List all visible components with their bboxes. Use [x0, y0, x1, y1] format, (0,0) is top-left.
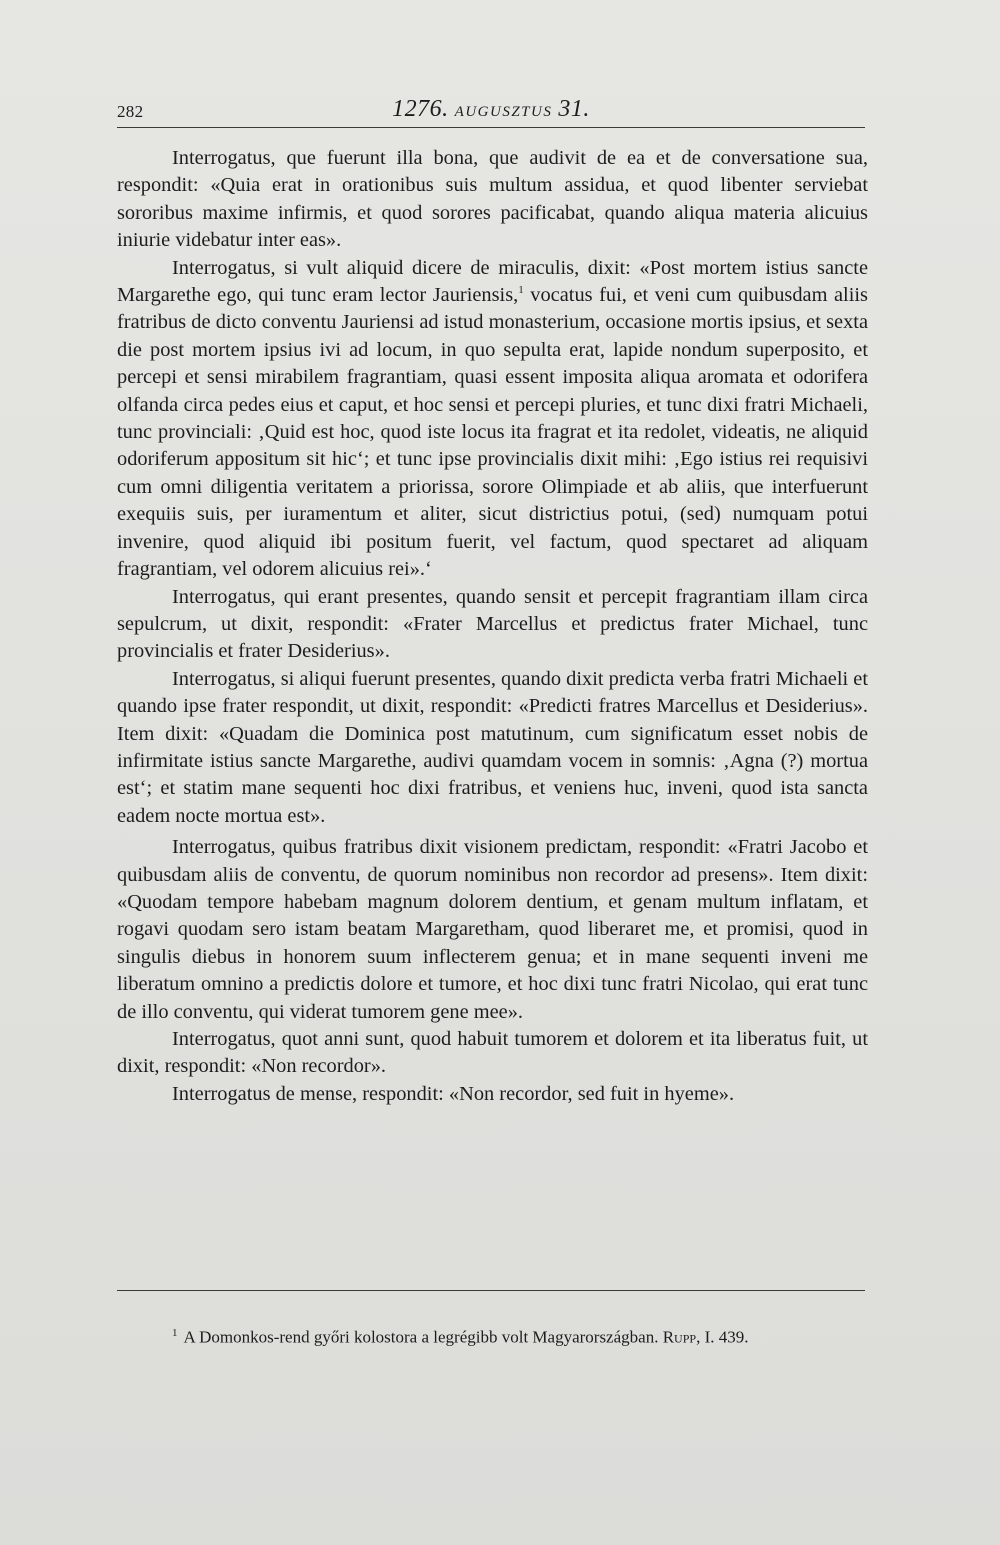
paragraph-text: Interrogatus, si vult aliquid dicere de miraculis, dixit: «Post mortem istius sancte Margarethe ego, qui tunc eram lector Jauriensis, [117, 256, 868, 307]
paragraph: Interrogatus, si aliqui fuerunt presentes, quando dixit predicta verba fratri Michaeli et quando ipse frater respondit, ut dixit, respondit: «Predicti fratres Marcellus et Desiderius». Item dixit: «Quadam die Dominica post matutinum, cum significatum esset nobis de infirmitate istius sancte Margarethe, audivi quamdam vocem in somnis: ‚Agna (?) mortua est‘; et statim mane sequenti hoc dixi fratribus, et veniens huc, inveni, quod ista sancta eadem nocte mortua est». [117, 667, 868, 827]
page-number: 282 [117, 102, 144, 121]
paragraph-text: vocatus fui, et veni cum quibusdam aliis fratribus de dicto conventu Jauriensi ad istud monasterium, occasione mortis ipsius, et sexta die post mortem ipsius ivi ad locum, in quo sepulta erat, lapide nondum superposito, et percepi et sensi mirabilem fragrantiam, quasi essent imposita aliqua aromata et odorifera olfanda circa pedes eius et caput, et hoc sensi et percepi pluries, et tunc dixi fratri Michaeli, tunc provinciali: ‚Quid est hoc, quod iste locus ita fragrat et ita redolet, videatis, ne aliquid odoriferum appositum sit hic‘; et tunc ipse provincialis dixit mihi: ‚Ego istius rei requisivi cum omni diligentia veritatem a priorissa, sorore Olimpiade et ab aliis, que interfuerunt exequiis suis, per iuramentum et aliter, sicut districtius potui, (sed) numquam potui invenire, quod aliquid ibi positum fuerit, vel factum, quod spectaret ad aliquam fragrantiam, vel odorem alicuius rei».‘ [117, 284, 868, 581]
paragraph: Interrogatus, quot anni sunt, quod habuit tumorem et dolorem et ita liberatus fuit, ut dixit, respondit: «Non recordor». [117, 1028, 868, 1078]
main-text [117, 145, 868, 1108]
footnote-rule [117, 1290, 865, 1291]
footnote-reference: 1 [518, 284, 524, 297]
footnote-ref: , I. 439. [696, 1327, 749, 1347]
title-month: AUGUSZTUS [454, 104, 553, 120]
footnote-mark: 1 [172, 1327, 178, 1339]
running-header [117, 96, 865, 128]
footnote-text: A Domonkos-rend győri kolostora a legrégibb volt Magyarországban. [183, 1327, 659, 1347]
title-year: 1276. [392, 96, 449, 122]
header-rule [117, 127, 865, 128]
title-day: 31. [558, 96, 590, 122]
running-title [117, 96, 865, 123]
paragraph [117, 255, 868, 584]
paragraph: Interrogatus de mense, respondit: «Non recordor, sed fuit in hyeme». [172, 1082, 735, 1105]
paragraph: Interrogatus, qui erant presentes, quando sensit et percepit fragrantiam illam circa sepulcrum, ut dixit, respondit: «Frater Marcellus et predictus frater Michael, tunc provincialis et frater Desiderius». [117, 585, 868, 663]
footnote [172, 1322, 872, 1349]
footnote-author: Rupp [662, 1327, 697, 1347]
paragraph: Interrogatus, quibus fratribus dixit visionem predictam, respondit: «Fratri Jacobo et quibusdam aliis de conventu, de quorum nominibus non recordor ad presens». Item dixit: «Quodam tempore habebam magnum dolorem dentium, et genam multum inflatam, et rogavi quodam sero istam beatam Margaretham, quod liberaret me, et promisi, quod in singulis diebus in honorem suum inflecterem genua; et in mane sequenti inveni me liberatum omnino a predictis dolore et tumore, et hoc dixi tunc fratri Nicolao, qui erat tunc de illo conventu, qui viderat tumorem gene mee». [117, 836, 868, 1023]
paragraph: Interrogatus, que fuerunt illa bona, que audivit de ea et de conversatione sua, respondit: «Quia erat in orationibus suis multum assidua, et quod libenter serviebat sororibus maxime infirmis, et quod sorores pacificabat, quando aliqua materia alicuius iniurie videbatur inter eas». [117, 147, 868, 252]
